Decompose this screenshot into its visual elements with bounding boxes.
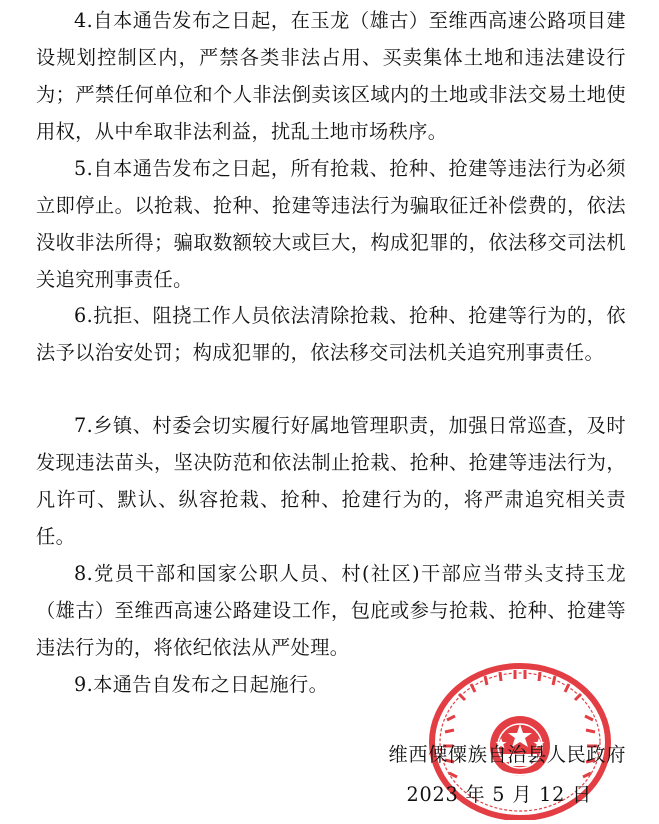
paragraph-item-6: 6.抗拒、阻挠工作人员依法清除抢栽、抢种、抢建等行为的，依法予以治安处罚；构成犯罪的，依法移交司法机关追究刑事责任。 [36, 304, 626, 364]
issue-date: 2023 年 5 月 12 日 [406, 783, 592, 806]
paragraph-item-7: 7.乡镇、村委会切实履行好属地管理职责，加强日常巡查，及时发现违法苗头，坚决防范和依法制止抢栽、抢种、抢建等违法行为，凡许可、默认、纵容抢栽、抢种、抢建行为的，将严肃追究相关责任。 [36, 414, 626, 548]
paragraph-item-4: 4.自本通告发布之日起，在玉龙（雄古）至维西高速公路项目建设规划控制区内，严禁各类非法占用、买卖集体土地和违法建设行为；严禁任何单位和个人非法倒卖该区域内的土地或非法交易土地使用权，从中牟取非法利益，扰乱土地市场秩序。 [36, 9, 626, 143]
paragraph-item-9: 9.本通告自发布之日起施行。 [74, 673, 329, 696]
issuing-organization: 维西傈僳族自治县人民政府 [388, 743, 626, 766]
paragraph-item-5: 5.自本通告发布之日起，所有抢栽、抢种、抢建等违法行为必须立即停止。以抢栽、抢种、抢建等违法行为骗取征迁补偿费的，依法没收非法所得；骗取数额较大或巨大，构成犯罪的，依法移交司法机关追究刑事责任。 [36, 157, 626, 291]
paragraph-item-8: 8.党员干部和国家公职人员、村(社区)干部应当带头支持玉龙（雄古）至维西高速公路建设工作，包庇或参与抢栽、抢种、抢建等违法行为的，将依纪依法从严处理。 [36, 562, 626, 659]
